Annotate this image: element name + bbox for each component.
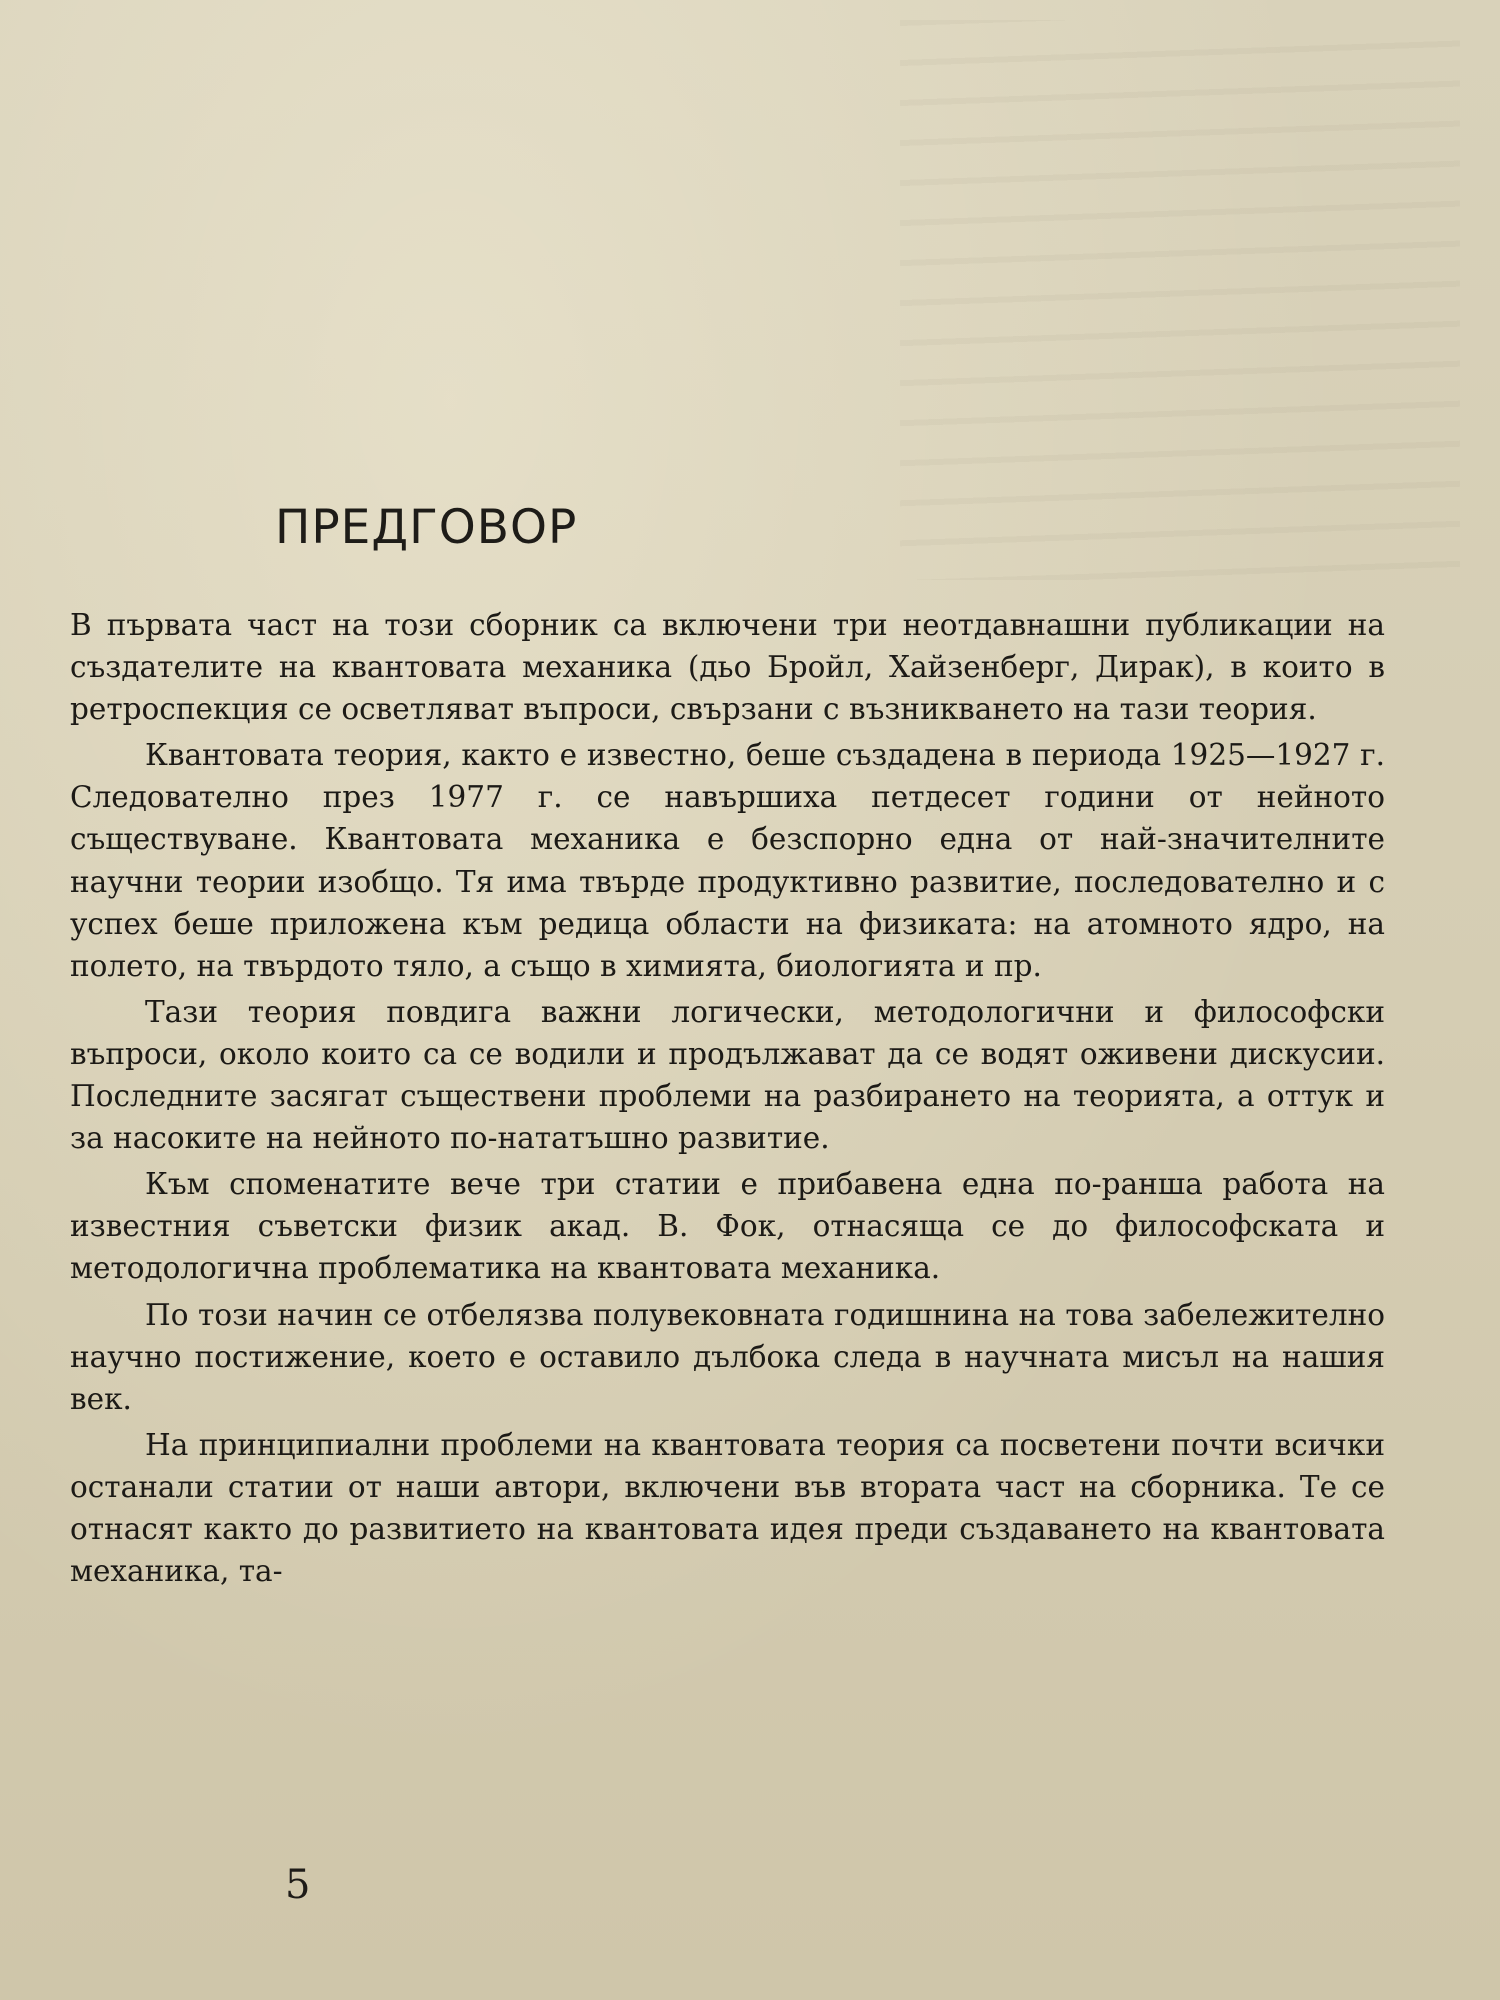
paragraph: Към споменатите вече три статии е прибавена една по-ранша работа на известния съветски физик акад. В. Фок, отнасяща се до философската и методологична проблематика на квантовата механика. — [70, 1167, 1385, 1286]
paragraph: В първата част на този сборник са включени три неотдавнашни публикации на създателите на квантовата механика (дьо Бройл, Хайзенберг, Дирак), в които в ретроспекция се осветляват въпроси, свързани с възникването на тази теория. — [70, 608, 1385, 727]
paragraph: Тази теория повдига важни логически, методологични и философски въпроси, около които са се водили и продължават да се водят оживени дискусии. Последните засягат съществени проблеми на разбирането на теорията, а оттук и за насоките на нейното по-нататъшно развитие. — [70, 994, 1385, 1156]
body-text — [70, 604, 1385, 1596]
page-number: 5 — [285, 1862, 311, 1908]
paragraph: Квантовата теория, както е известно, беше създадена в периода 1925—1927 г. Следователно през 1977 г. се навършиха петдесет години от нейното съществуване. Квантовата механика е безспорно една от най-значителните научни теории изобщо. Тя има твърде продуктивно развитие, последователно и с успех беше приложена към редица области на физиката: на атомното ядро, на полето, на твърдото тяло, а също в химията, биологията и пр. — [70, 738, 1385, 983]
paragraph: По този начин се отбелязва полувековната годишнина на това забележително научно постижение, което е оставило дълбока следа в научната мисъл на нашия век. — [70, 1297, 1385, 1416]
paragraph: На принципиални проблеми на квантовата теория са посветени почти всички останали статии от наши автори, включени във втората част на сборника. Те се отнасят както до развитието на квантовата идея преди създаването на квантовата механика, та- — [70, 1427, 1385, 1589]
show-through-texture — [900, 20, 1460, 580]
page-heading: ПРЕДГОВОР — [275, 500, 578, 555]
